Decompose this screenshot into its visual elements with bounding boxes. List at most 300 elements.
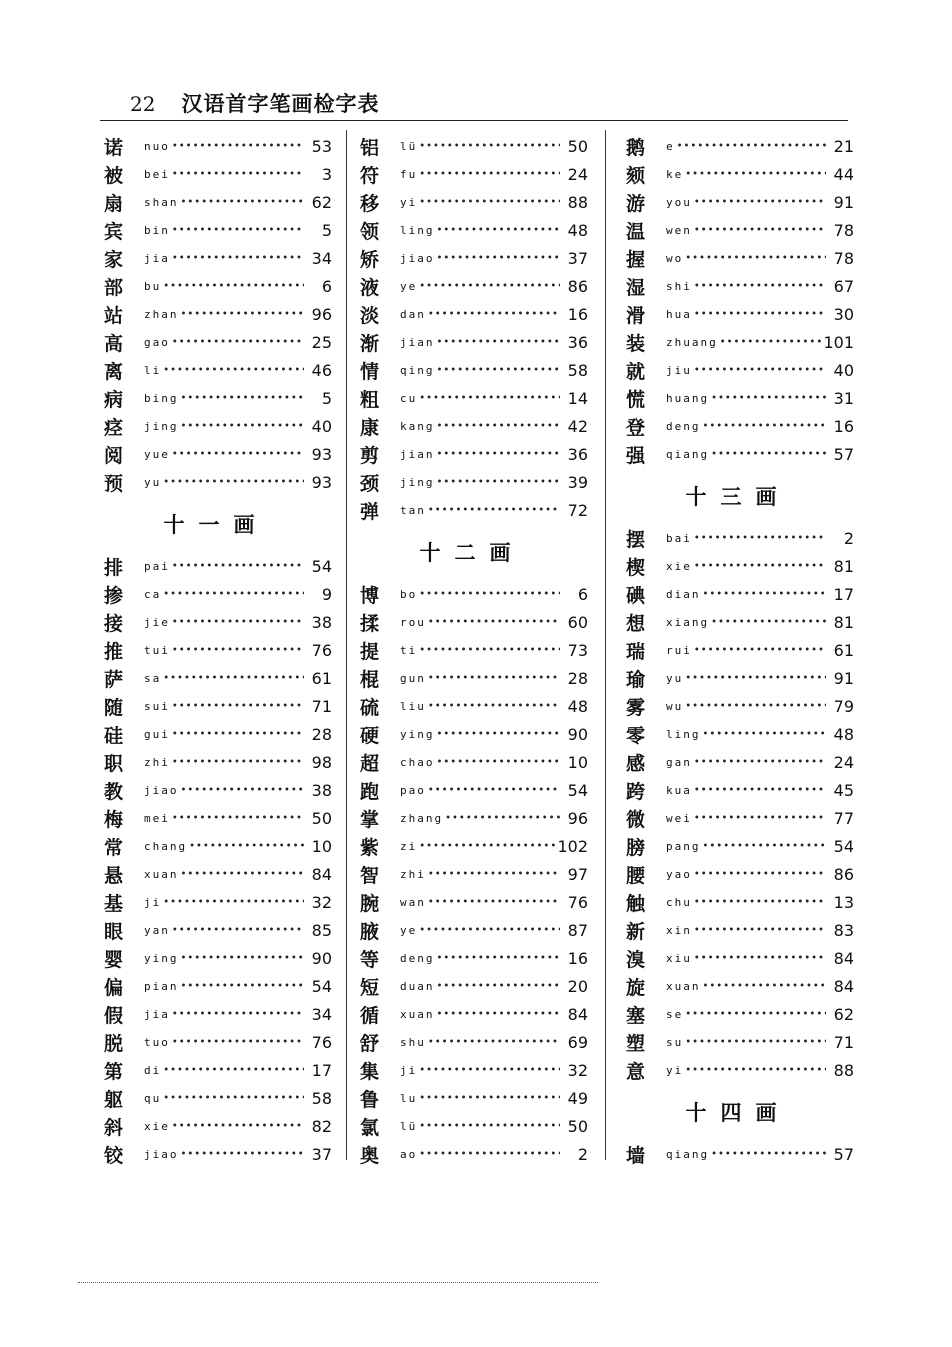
entry-pinyin: ying [144, 951, 179, 965]
entry-page-number: 96 [567, 808, 588, 828]
entry-character: 博 [360, 584, 380, 607]
index-entry [100, 412, 332, 440]
leader-dots [419, 925, 560, 936]
entry-pinyin: ye [400, 923, 418, 937]
entry-character: 液 [360, 276, 380, 299]
entry-character: 循 [360, 1004, 380, 1027]
leader-dots [419, 281, 560, 292]
entry-pinyin: shu [400, 1035, 426, 1049]
leader-dots [172, 169, 304, 180]
entry-page-number: 31 [833, 388, 854, 408]
leader-dots [437, 365, 561, 376]
leader-dots [694, 225, 826, 236]
entry-pinyin: you [666, 195, 692, 209]
entry-pinyin: jiao [144, 1147, 179, 1161]
entry-pinyin: wu [666, 699, 684, 713]
entry-character: 游 [626, 192, 646, 215]
index-entry [356, 664, 588, 692]
index-column-3 [622, 132, 854, 1168]
leader-dots [428, 897, 560, 908]
entry-character: 教 [104, 780, 124, 803]
entry-pinyin: bing [144, 391, 179, 405]
entry-page-number: 97 [567, 864, 588, 884]
entry-pinyin: ao [400, 1147, 418, 1161]
leader-dots [172, 561, 304, 572]
leader-dots [437, 757, 561, 768]
entry-character: 腰 [626, 864, 646, 887]
index-entry [100, 356, 332, 384]
entry-page-number: 40 [833, 360, 854, 380]
leader-dots [419, 393, 560, 404]
stroke-count-heading: 十二画 [419, 540, 525, 565]
entry-character: 滑 [626, 304, 646, 327]
entry-character: 痉 [104, 416, 124, 439]
index-entry [356, 160, 588, 188]
entry-page-number: 10 [311, 836, 332, 856]
entry-page-number: 57 [833, 1144, 854, 1164]
entry-character: 家 [104, 248, 124, 271]
entry-pinyin: gun [400, 671, 426, 685]
entry-pinyin: tuo [144, 1035, 170, 1049]
index-entry [100, 1112, 332, 1140]
index-entry [622, 440, 854, 468]
entry-page-number: 84 [567, 1004, 588, 1024]
index-entry [356, 216, 588, 244]
entry-page-number: 6 [321, 276, 332, 296]
entry-character: 渐 [360, 332, 380, 355]
entry-page-number: 9 [321, 584, 332, 604]
entry-character: 紫 [360, 836, 380, 859]
index-entry [100, 720, 332, 748]
leader-dots [189, 841, 304, 852]
entry-pinyin: ling [666, 727, 701, 741]
leader-dots [685, 673, 826, 684]
entry-character: 强 [626, 444, 646, 467]
entry-pinyin: chu [666, 895, 692, 909]
index-entry [356, 776, 588, 804]
leader-dots [685, 1065, 826, 1076]
index-entry [622, 524, 854, 552]
leader-dots [720, 337, 822, 348]
entry-character: 病 [104, 388, 124, 411]
entry-page-number: 84 [833, 976, 854, 996]
index-entry [622, 804, 854, 832]
leader-dots [428, 309, 560, 320]
leader-dots [172, 701, 304, 712]
entry-page-number: 48 [567, 696, 588, 716]
index-entry [622, 1056, 854, 1084]
entry-character: 碘 [626, 584, 646, 607]
footer-scan-line [78, 1282, 598, 1283]
leader-dots [703, 729, 827, 740]
entry-pinyin: deng [666, 419, 701, 433]
index-entry [356, 496, 588, 524]
entry-pinyin: huang [666, 391, 710, 405]
leader-dots [685, 169, 826, 180]
index-entry [622, 160, 854, 188]
leader-dots [419, 589, 560, 600]
entry-character: 梅 [104, 808, 124, 831]
leader-dots [694, 757, 826, 768]
index-entry [100, 1140, 332, 1168]
entry-page-number: 67 [833, 276, 854, 296]
entry-pinyin: qiang [666, 447, 710, 461]
entry-page-number: 37 [311, 1144, 332, 1164]
entry-character: 想 [626, 612, 646, 635]
entry-pinyin: shi [666, 279, 692, 293]
index-entry [100, 804, 332, 832]
index-entry [100, 300, 332, 328]
entry-page-number: 88 [567, 192, 588, 212]
entry-character: 感 [626, 752, 646, 775]
leader-dots [428, 673, 560, 684]
entry-page-number: 88 [833, 1060, 854, 1080]
entry-character: 溴 [626, 948, 646, 971]
index-entry [100, 916, 332, 944]
entry-pinyin: yu [144, 475, 162, 489]
entry-character: 颈 [360, 472, 380, 495]
entry-pinyin: sa [144, 671, 162, 685]
index-entry [100, 272, 332, 300]
leader-dots [437, 953, 561, 964]
index-entry [100, 188, 332, 216]
entry-character: 矫 [360, 248, 380, 271]
leader-dots [419, 1093, 560, 1104]
entry-character: 就 [626, 360, 646, 383]
entry-pinyin: xuan [144, 867, 179, 881]
leader-dots [419, 197, 560, 208]
entry-page-number: 5 [321, 388, 332, 408]
index-entry [356, 692, 588, 720]
entry-page-number: 54 [311, 976, 332, 996]
entry-pinyin: rui [666, 643, 692, 657]
leader-dots [428, 785, 560, 796]
entry-page-number: 86 [833, 864, 854, 884]
entry-character: 温 [626, 220, 646, 243]
leader-dots [694, 869, 826, 880]
leader-dots [437, 1009, 561, 1020]
index-entry [622, 608, 854, 636]
entry-character: 塑 [626, 1032, 646, 1055]
index-entry [356, 1056, 588, 1084]
entry-page-number: 48 [833, 724, 854, 744]
entry-character: 握 [626, 248, 646, 271]
entry-page-number: 54 [311, 556, 332, 576]
leader-dots [694, 645, 826, 656]
stroke-count-heading: 十三画 [685, 484, 791, 509]
entry-character: 超 [360, 752, 380, 775]
entry-pinyin: dan [400, 307, 426, 321]
entry-character: 智 [360, 864, 380, 887]
entry-pinyin: rou [400, 615, 426, 629]
index-entry [622, 300, 854, 328]
entry-character: 排 [104, 556, 124, 579]
entry-page-number: 85 [311, 920, 332, 940]
entry-page-number: 36 [567, 444, 588, 464]
leader-dots [685, 253, 826, 264]
entry-pinyin: gan [666, 755, 692, 769]
entry-pinyin: xuan [400, 1007, 435, 1021]
leader-dots [428, 617, 560, 628]
leader-dots [711, 449, 826, 460]
index-column-1 [100, 132, 332, 1168]
entry-character: 眼 [104, 920, 124, 943]
index-entry [622, 1000, 854, 1028]
entry-page-number: 50 [567, 1116, 588, 1136]
index-entry [356, 412, 588, 440]
entry-page-number: 28 [311, 724, 332, 744]
entry-character: 微 [626, 808, 646, 831]
page-title: 汉语首字笔画检字表 [181, 91, 380, 116]
entry-character: 硅 [104, 724, 124, 747]
entry-character: 摆 [626, 528, 646, 551]
entry-character: 等 [360, 948, 380, 971]
entry-page-number: 93 [311, 444, 332, 464]
index-entry [356, 748, 588, 776]
entry-page-number: 45 [833, 780, 854, 800]
entry-pinyin: pang [666, 839, 701, 853]
entry-character: 预 [104, 472, 124, 495]
entry-character: 脱 [104, 1032, 124, 1055]
entry-page-number: 21 [833, 136, 854, 156]
entry-pinyin: chang [144, 839, 188, 853]
leader-dots [694, 281, 826, 292]
entry-pinyin: zhi [400, 867, 426, 881]
index-entry [356, 608, 588, 636]
entry-character: 移 [360, 192, 380, 215]
entry-pinyin: shan [144, 195, 179, 209]
entry-page-number: 102 [557, 836, 588, 856]
entry-character: 墙 [626, 1144, 646, 1167]
leader-dots [419, 1149, 560, 1160]
index-entry [100, 440, 332, 468]
entry-page-number: 17 [311, 1060, 332, 1080]
entry-pinyin: jia [144, 1007, 170, 1021]
entry-character: 湿 [626, 276, 646, 299]
leader-dots [694, 309, 826, 320]
index-entry [622, 328, 854, 356]
entry-page-number: 93 [311, 472, 332, 492]
entry-pinyin: tan [400, 503, 426, 517]
entry-page-number: 81 [833, 556, 854, 576]
entry-pinyin: deng [400, 951, 435, 965]
entry-page-number: 69 [567, 1032, 588, 1052]
index-entry [356, 1112, 588, 1140]
entry-pinyin: qing [400, 363, 435, 377]
leader-dots [163, 897, 304, 908]
leader-dots [163, 589, 304, 600]
leader-dots [428, 701, 560, 712]
index-entry [356, 272, 588, 300]
entry-page-number: 34 [311, 248, 332, 268]
entry-pinyin: chao [400, 755, 435, 769]
entry-character: 揉 [360, 612, 380, 635]
entry-pinyin: jian [400, 447, 435, 461]
leader-dots [172, 337, 304, 348]
entry-pinyin: xie [144, 1119, 170, 1133]
entry-page-number: 28 [567, 668, 588, 688]
leader-dots [419, 645, 560, 656]
index-column-2 [356, 132, 588, 1168]
entry-pinyin: jian [400, 335, 435, 349]
index-entry [356, 188, 588, 216]
entry-character: 康 [360, 416, 380, 439]
index-entry [356, 440, 588, 468]
leader-dots [163, 477, 304, 488]
leader-dots [172, 813, 304, 824]
leader-dots [711, 393, 826, 404]
entry-pinyin: zi [400, 839, 418, 853]
index-entry [622, 636, 854, 664]
leader-dots [172, 617, 304, 628]
entry-page-number: 42 [567, 416, 588, 436]
index-entry [100, 748, 332, 776]
entry-page-number: 62 [833, 1004, 854, 1024]
index-entry [622, 412, 854, 440]
entry-pinyin: qu [144, 1091, 162, 1105]
leader-dots [711, 1149, 826, 1160]
index-entry [100, 1028, 332, 1056]
entry-character: 婴 [104, 948, 124, 971]
entry-character: 触 [626, 892, 646, 915]
entry-pinyin: tui [144, 643, 170, 657]
index-entry [356, 944, 588, 972]
entry-pinyin: wan [400, 895, 426, 909]
entry-page-number: 24 [567, 164, 588, 184]
entry-pinyin: yi [666, 1063, 684, 1077]
entry-page-number: 24 [833, 752, 854, 772]
entry-pinyin: jing [400, 475, 435, 489]
entry-pinyin: qiang [666, 1147, 710, 1161]
index-entry [100, 132, 332, 160]
leader-dots [694, 925, 826, 936]
entry-page-number: 76 [567, 892, 588, 912]
index-entry [356, 1000, 588, 1028]
index-entry [356, 720, 588, 748]
index-entry [100, 468, 332, 496]
entry-character: 铰 [104, 1144, 124, 1167]
entry-character: 第 [104, 1060, 124, 1083]
entry-pinyin: se [666, 1007, 684, 1021]
entry-character: 舒 [360, 1032, 380, 1055]
leader-dots [172, 253, 304, 264]
entry-character: 领 [360, 220, 380, 243]
entry-page-number: 36 [567, 332, 588, 352]
leader-dots [181, 309, 305, 320]
leader-dots [694, 897, 826, 908]
leader-dots [181, 1149, 305, 1160]
entry-character: 瑞 [626, 640, 646, 663]
entry-page-number: 73 [567, 640, 588, 660]
entry-page-number: 90 [311, 948, 332, 968]
entry-page-number: 13 [833, 892, 854, 912]
page-number: 22 [130, 92, 156, 116]
entry-pinyin: ling [400, 223, 435, 237]
entry-page-number: 76 [311, 1032, 332, 1052]
entry-page-number: 84 [311, 864, 332, 884]
leader-dots [419, 1121, 560, 1132]
entry-page-number: 78 [833, 248, 854, 268]
index-entry [622, 580, 854, 608]
leader-dots [172, 645, 304, 656]
entry-pinyin: lü [400, 139, 418, 153]
entry-character: 集 [360, 1060, 380, 1083]
entry-pinyin: lü [400, 1119, 418, 1133]
entry-pinyin: ca [144, 587, 162, 601]
index-entry [356, 1140, 588, 1168]
entry-character: 跨 [626, 780, 646, 803]
entry-character: 弹 [360, 500, 380, 523]
entry-pinyin: su [666, 1035, 684, 1049]
index-entry [356, 636, 588, 664]
entry-page-number: 5 [321, 220, 332, 240]
entry-pinyin: bin [144, 223, 170, 237]
entry-page-number: 54 [833, 836, 854, 856]
entry-pinyin: bei [144, 167, 170, 181]
entry-page-number: 20 [567, 976, 588, 996]
entry-character: 零 [626, 724, 646, 747]
entry-pinyin: ying [400, 727, 435, 741]
index-entry [622, 692, 854, 720]
entry-character: 楔 [626, 556, 646, 579]
entry-pinyin: liu [400, 699, 426, 713]
entry-pinyin: yu [666, 671, 684, 685]
entry-character: 剪 [360, 444, 380, 467]
entry-page-number: 82 [311, 1116, 332, 1136]
entry-pinyin: ti [400, 643, 418, 657]
entry-character: 部 [104, 276, 124, 299]
leader-dots [694, 953, 826, 964]
leader-dots [437, 253, 561, 264]
entry-page-number: 77 [833, 808, 854, 828]
index-entry [622, 384, 854, 412]
entry-page-number: 25 [311, 332, 332, 352]
entry-character: 常 [104, 836, 124, 859]
entry-character: 鹅 [626, 136, 646, 159]
entry-page-number: 2 [577, 1144, 588, 1164]
entry-pinyin: gui [144, 727, 170, 741]
entry-pinyin: wen [666, 223, 692, 237]
index-entry [100, 608, 332, 636]
entry-page-number: 2 [843, 528, 854, 548]
index-entry [356, 1028, 588, 1056]
entry-page-number: 38 [311, 612, 332, 632]
index-entry [356, 132, 588, 160]
entry-page-number: 62 [311, 192, 332, 212]
entry-page-number: 78 [833, 220, 854, 240]
entry-page-number: 91 [833, 192, 854, 212]
entry-pinyin: duan [400, 979, 435, 993]
entry-pinyin: xin [666, 923, 692, 937]
index-entry [100, 944, 332, 972]
column-divider [346, 130, 347, 1160]
leader-dots [437, 337, 561, 348]
header-rule [100, 120, 848, 121]
leader-dots [419, 1065, 560, 1076]
leader-dots [445, 813, 560, 824]
entry-page-number: 10 [567, 752, 588, 772]
entry-character: 斜 [104, 1116, 124, 1139]
entry-page-number: 48 [567, 220, 588, 240]
entry-page-number: 61 [833, 640, 854, 660]
entry-pinyin: bu [144, 279, 162, 293]
leader-dots [172, 757, 304, 768]
index-entry [100, 860, 332, 888]
entry-pinyin: xie [666, 559, 692, 573]
entry-pinyin: pai [144, 559, 170, 573]
index-entry [100, 888, 332, 916]
leader-dots [172, 1009, 304, 1020]
